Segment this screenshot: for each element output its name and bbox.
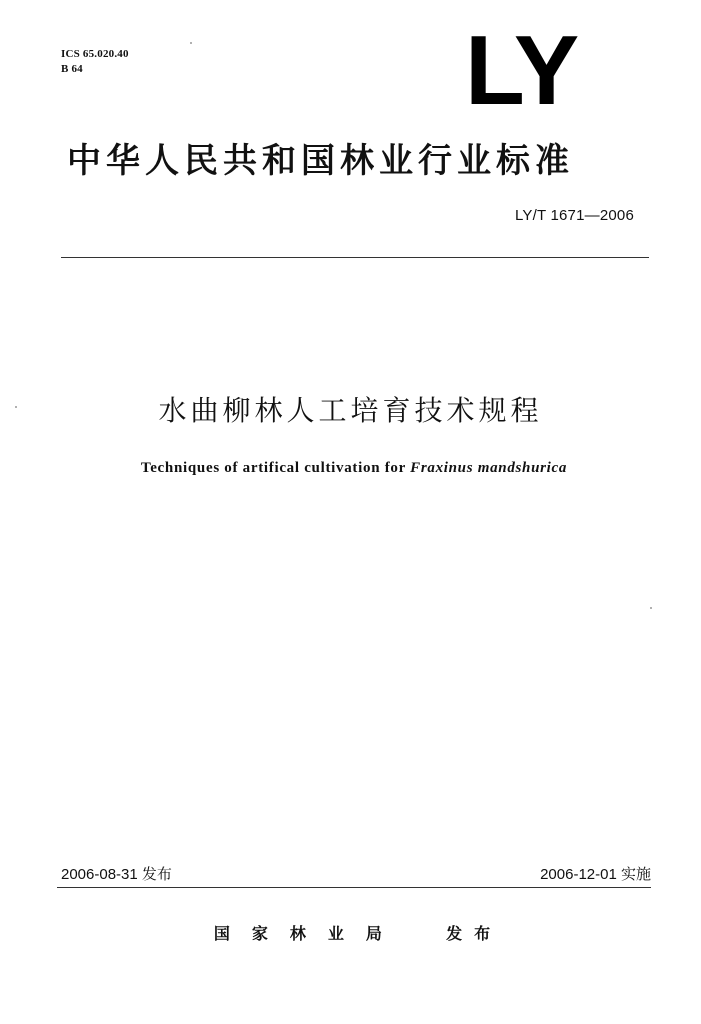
document-title-cn: 水曲柳林人工培育技术规程: [158, 394, 543, 427]
document-title-en: [0, 458, 701, 478]
scan-speck: [650, 607, 652, 609]
title-en-species: Fraxinus mandshurica: [410, 460, 568, 476]
ics-code: ICS 65.020.40: [61, 48, 129, 60]
header-divider: [61, 257, 649, 258]
issue-date-line: [61, 865, 172, 885]
title-en-prefix: Techniques of artifical cultivation for: [140, 460, 406, 476]
issue-label: 发布: [141, 866, 172, 883]
implementation-label: 实施: [620, 866, 651, 883]
issue-date: 2006-08-31: [61, 866, 138, 883]
issuer-name: 国家林业局: [213, 924, 404, 943]
issuer-action: 发布: [446, 924, 503, 943]
classification-block: [61, 47, 129, 77]
scan-speck: [190, 42, 192, 44]
classification-code: B 64: [61, 63, 83, 75]
industry-standard-title: 中华人民共和国林业行业标准: [67, 141, 574, 181]
implementation-date: 2006-12-01: [540, 866, 617, 883]
scan-speck: [15, 406, 17, 408]
standard-number: LY/T 1671—2006: [515, 207, 634, 224]
issuer-line: [0, 920, 701, 948]
implementation-date-line: [540, 865, 651, 885]
footer-divider: [57, 887, 651, 888]
category-mark: LY: [465, 15, 578, 125]
